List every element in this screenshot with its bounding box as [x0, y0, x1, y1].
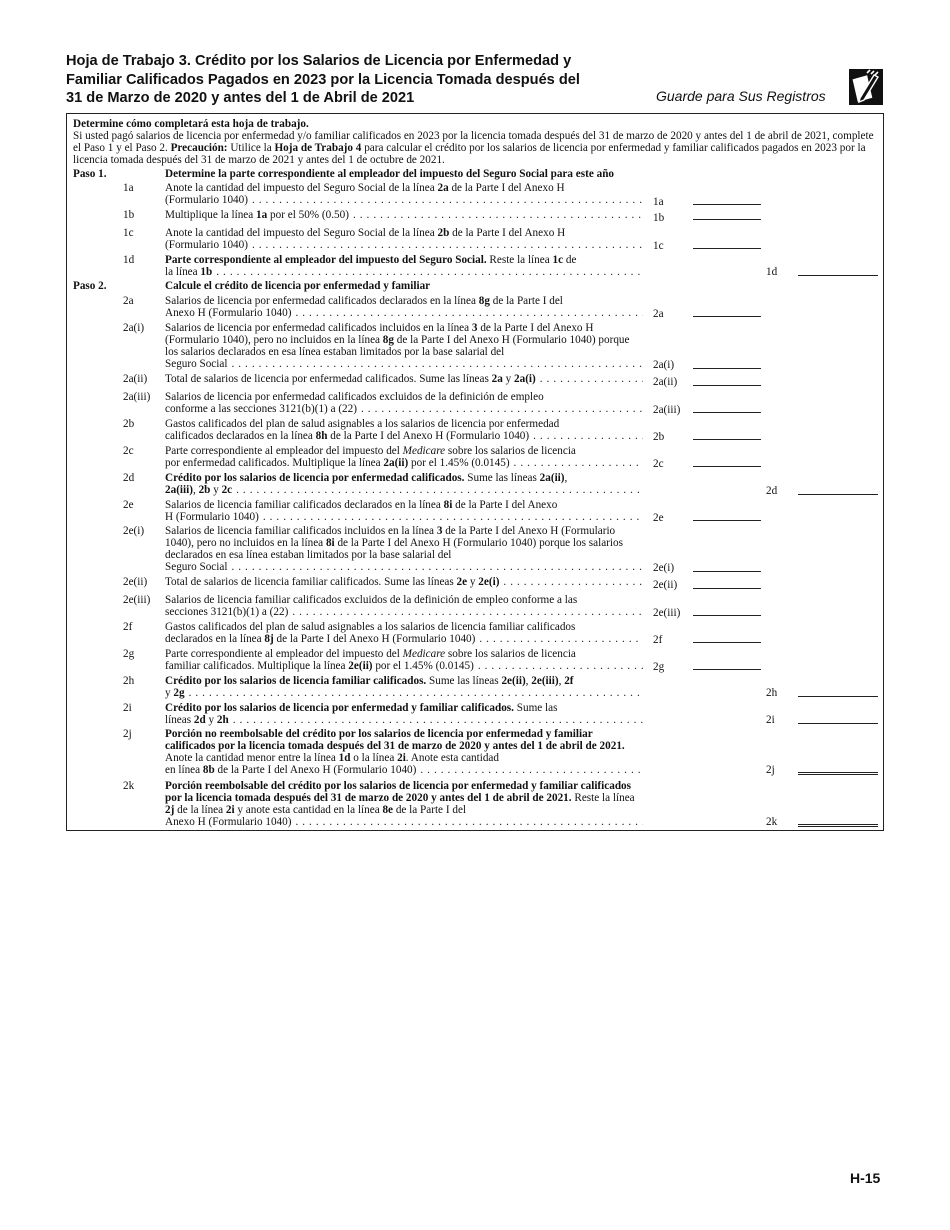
- entry-field-1c[interactable]: [693, 248, 761, 249]
- line-description: Porción reembolsable del crédito por los salarios de licencia por enfermedad y familiar calificados por la licencia tomada después del 31 de marzo de 2020 y antes del 1 de abril de 2021. Reste la línea 2j de la línea 2i y anote esta cantidad en la línea 8e de la Parte I del Anexo H (Formulario 1040) . . .: [165, 780, 643, 828]
- line-description: Gastos calificados del plan de salud asignables a los salarios de licencia por enfermedad calificados declarados en la línea 8h de la Parte I del Anexo H (Formulario 1040) . . .: [165, 418, 643, 442]
- entry-field-2a-i[interactable]: [693, 368, 761, 369]
- entry-field-2a[interactable]: [693, 316, 761, 317]
- line-number: 2f: [123, 621, 133, 633]
- line-description: Multiplique la línea 1a por el 50% (0.50) . . .: [165, 209, 643, 221]
- step-label: Paso 1.: [73, 168, 107, 180]
- entry-label: 2a(ii): [653, 376, 678, 388]
- line-number: 2i: [123, 702, 132, 714]
- line-number: 2e(i): [123, 525, 145, 537]
- entry-field-2e[interactable]: [693, 520, 761, 521]
- line-number: 2b: [123, 418, 135, 430]
- line-description: Salarios de licencia por enfermedad calificados declarados en la línea 8g de la Parte I del Anexo H (Formulario 1040) . . .: [165, 295, 643, 319]
- entry-label: 2g: [653, 661, 665, 673]
- line-description: Crédito por los salarios de licencia por enfermedad y familiar calificados. Sume las líneas 2d y 2h . . .: [165, 702, 643, 726]
- entry-label: 2a(iii): [653, 404, 681, 416]
- line-number: 2k: [123, 780, 135, 792]
- entry-label: 2j: [766, 764, 775, 776]
- entry-field-2b[interactable]: [693, 439, 761, 440]
- page-number: H-15: [850, 1170, 881, 1186]
- line-number: 2c: [123, 445, 134, 457]
- step-title: Calcule el crédito de licencia por enfermedad y familiar: [165, 280, 431, 292]
- line-description: Anote la cantidad del impuesto del Seguro Social de la línea 2b de la Parte I del Anexo H (Formulario 1040) . . .: [165, 227, 643, 251]
- worksheet-4-reference: Hoja de Trabajo 4: [274, 142, 362, 155]
- caution-label: Precaución:: [170, 142, 228, 155]
- line-description: Parte correspondiente al empleador del impuesto del Seguro Social. Reste la línea 1c de la línea 1b . . .: [165, 254, 643, 278]
- entry-field-2d[interactable]: [798, 494, 878, 495]
- entry-field-2g[interactable]: [693, 669, 761, 670]
- entry-label: 2c: [653, 458, 664, 470]
- title-line: 31 de Marzo de 2020 y antes del 1 de Abril de 2021: [66, 90, 415, 106]
- entry-label: 2d: [766, 485, 778, 497]
- entry-label: 1a: [653, 196, 664, 208]
- entry-field-2e-iii[interactable]: [693, 615, 761, 616]
- entry-field-2a-iii[interactable]: [693, 412, 761, 413]
- line-number: 2e(iii): [123, 594, 151, 606]
- entry-field-1d[interactable]: [798, 275, 878, 276]
- worksheet-box: [66, 113, 884, 831]
- entry-label: 1b: [653, 212, 665, 224]
- line-description: Total de salarios de licencia por enfermedad calificados. Sume las líneas 2a y 2a(i) . . .: [165, 373, 643, 385]
- entry-field-2a-ii[interactable]: [693, 385, 761, 386]
- line-number: 1d: [123, 254, 135, 266]
- entry-label: 2k: [766, 816, 778, 828]
- entry-field-2f[interactable]: [693, 642, 761, 643]
- entry-label: 2f: [653, 634, 663, 646]
- line-description: Salarios de licencia familiar calificados incluidos en la línea 3 de la Parte I del Anexo H (Formulario 1040), pero no incluidos en la línea 8i de la Parte I del Anexo H (Formulario 1040) porque los salarios declarados en esa línea estaban limitados por la base salarial del Seguro Social . . .: [165, 525, 643, 573]
- entry-label: 2a(i): [653, 359, 675, 371]
- entry-field-2i[interactable]: [798, 723, 878, 724]
- instructions-text-1: Si usted pagó salarios de licencia por enfermedad y/o familiar calificados en 2023 por la licencia tomada después del 31 de marzo de 2020 y antes del 1 de abril de 2021, complete el Paso 1 y el Paso 2.: [73, 130, 874, 155]
- step-title: Determine la parte correspondiente al empleador del impuesto del Seguro Social para este año: [165, 168, 615, 180]
- entry-label: 2a: [653, 308, 664, 320]
- entry-field-2e-ii[interactable]: [693, 588, 761, 589]
- line-description: Parte correspondiente al empleador del impuesto del Medicare sobre los salarios de licencia familiar calificados. Multiplique la línea 2e(ii) por el 1.45% (0.0145) . . .: [165, 648, 643, 672]
- line-description: Crédito por los salarios de licencia por enfermedad calificados. Sume las líneas 2a(ii), 2a(iii) , 2b y 2c . . .: [165, 472, 643, 496]
- line-number: 2j: [123, 728, 132, 740]
- page-title: [66, 52, 666, 108]
- entry-label: 2b: [653, 431, 665, 443]
- entry-label: 2e(ii): [653, 579, 678, 591]
- line-description: Parte correspondiente al empleador del impuesto del Medicare sobre los salarios de licencia por enfermedad calificados. Multiplique la línea 2a(ii) por el 1.45% (0.0145) . . .: [165, 445, 643, 469]
- instructions-heading: Determine cómo completará esta hoja de trabajo.: [73, 118, 309, 130]
- title-line: Hoja de Trabajo 3. Crédito por los Salarios de Licencia por Enfermedad y: [66, 53, 572, 69]
- entry-label: 2e: [653, 512, 664, 524]
- entry-label: 2i: [766, 714, 775, 726]
- instructions: [73, 118, 879, 166]
- line-description: Salarios de licencia familiar calificados declarados en la línea 8i de la Parte I del Anexo H (Formulario 1040) . . .: [165, 499, 643, 523]
- entry-label: 2e(i): [653, 562, 675, 574]
- keep-records-note: Guarde para Sus Registros: [656, 88, 826, 104]
- step-label: Paso 2.: [73, 280, 107, 292]
- instructions-text-3: para calcular el crédito por los salarios de licencia por enfermedad y familiar calificados pagados en 2023 por la licencia tomada después del 31 de marzo de 2021 y antes del 1 de octubre de 2021.: [73, 142, 866, 167]
- entry-field-1b[interactable]: [693, 219, 761, 220]
- line-number: 2a(iii): [123, 391, 151, 403]
- line-number: 1a: [123, 182, 134, 194]
- line-description: Porción no reembolsable del crédito por los salarios de licencia por enfermedad y familiar calificados por la licencia tomada después del 31 de marzo de 2020 y antes del 1 de abril de 2021. Anote la cantidad menor entre la línea 1d o la línea 2i. Anote esta cantidad en línea 8b de la Parte I del Anexo H (Formulario 1040) . . .: [165, 728, 643, 776]
- line-number: 1c: [123, 227, 134, 239]
- entry-label: 1c: [653, 240, 664, 252]
- entry-field-2k[interactable]: [798, 824, 878, 827]
- line-description: Anote la cantidad del impuesto del Seguro Social de la línea 2a de la Parte I del Anexo H (Formulario 1040) . . .: [165, 182, 643, 206]
- entry-field-1a[interactable]: [693, 204, 761, 205]
- entry-field-2c[interactable]: [693, 466, 761, 467]
- entry-label: 2e(iii): [653, 607, 681, 619]
- line-number: 2e: [123, 499, 134, 511]
- line-number: 2a(ii): [123, 373, 148, 385]
- line-description: Crédito por los salarios de licencia familiar calificados. Sume las líneas 2e(ii), 2e(iii), 2f y 2g . . .: [165, 675, 643, 699]
- line-number: 2a(i): [123, 322, 145, 334]
- title-line: Familiar Calificados Pagados en 2023 por la Licencia Tomada después del: [66, 71, 580, 88]
- entry-label: 1d: [766, 266, 778, 278]
- entry-field-2j[interactable]: [798, 772, 878, 775]
- line-description: Salarios de licencia familiar calificados excluidos de la definición de empleo conforme a las secciones 3121(b)(1) a (22) . . .: [165, 594, 643, 618]
- line-description: Total de salarios de licencia familiar calificados. Sume las líneas 2e y 2e(i) . . .: [165, 576, 643, 588]
- line-number: 2a: [123, 295, 134, 307]
- instructions-text-2: Utilice la: [230, 142, 272, 155]
- line-number: 2e(ii): [123, 576, 148, 588]
- line-description: Gastos calificados del plan de salud asignables a los salarios de licencia familiar calificados declarados en la línea 8j de la Parte I del Anexo H (Formulario 1040) . . .: [165, 621, 643, 645]
- pencil-on-paper-icon: [849, 69, 883, 105]
- worksheet-header: [66, 52, 886, 108]
- instructions-text: [73, 130, 879, 166]
- line-number: 2g: [123, 648, 135, 660]
- entry-field-2e-i[interactable]: [693, 571, 761, 572]
- line-description: Salarios de licencia por enfermedad calificados incluidos en la línea 3 de la Parte I del Anexo H (Formulario 1040), pero no incluidos en la línea 8g de la Parte I del Anexo H (Formulario 1040) porque los salarios declarados en esa línea estaban limitados por la base salarial del Seguro Social . . .: [165, 322, 643, 370]
- line-number: 2d: [123, 472, 135, 484]
- line-number: 1b: [123, 209, 135, 221]
- line-description: Salarios de licencia por enfermedad calificados excluidos de la definición de empleo conforme a las secciones 3121(b)(1) a (22) . . .: [165, 391, 643, 415]
- entry-field-2h[interactable]: [798, 696, 878, 697]
- line-number: 2h: [123, 675, 135, 687]
- entry-label: 2h: [766, 687, 778, 699]
